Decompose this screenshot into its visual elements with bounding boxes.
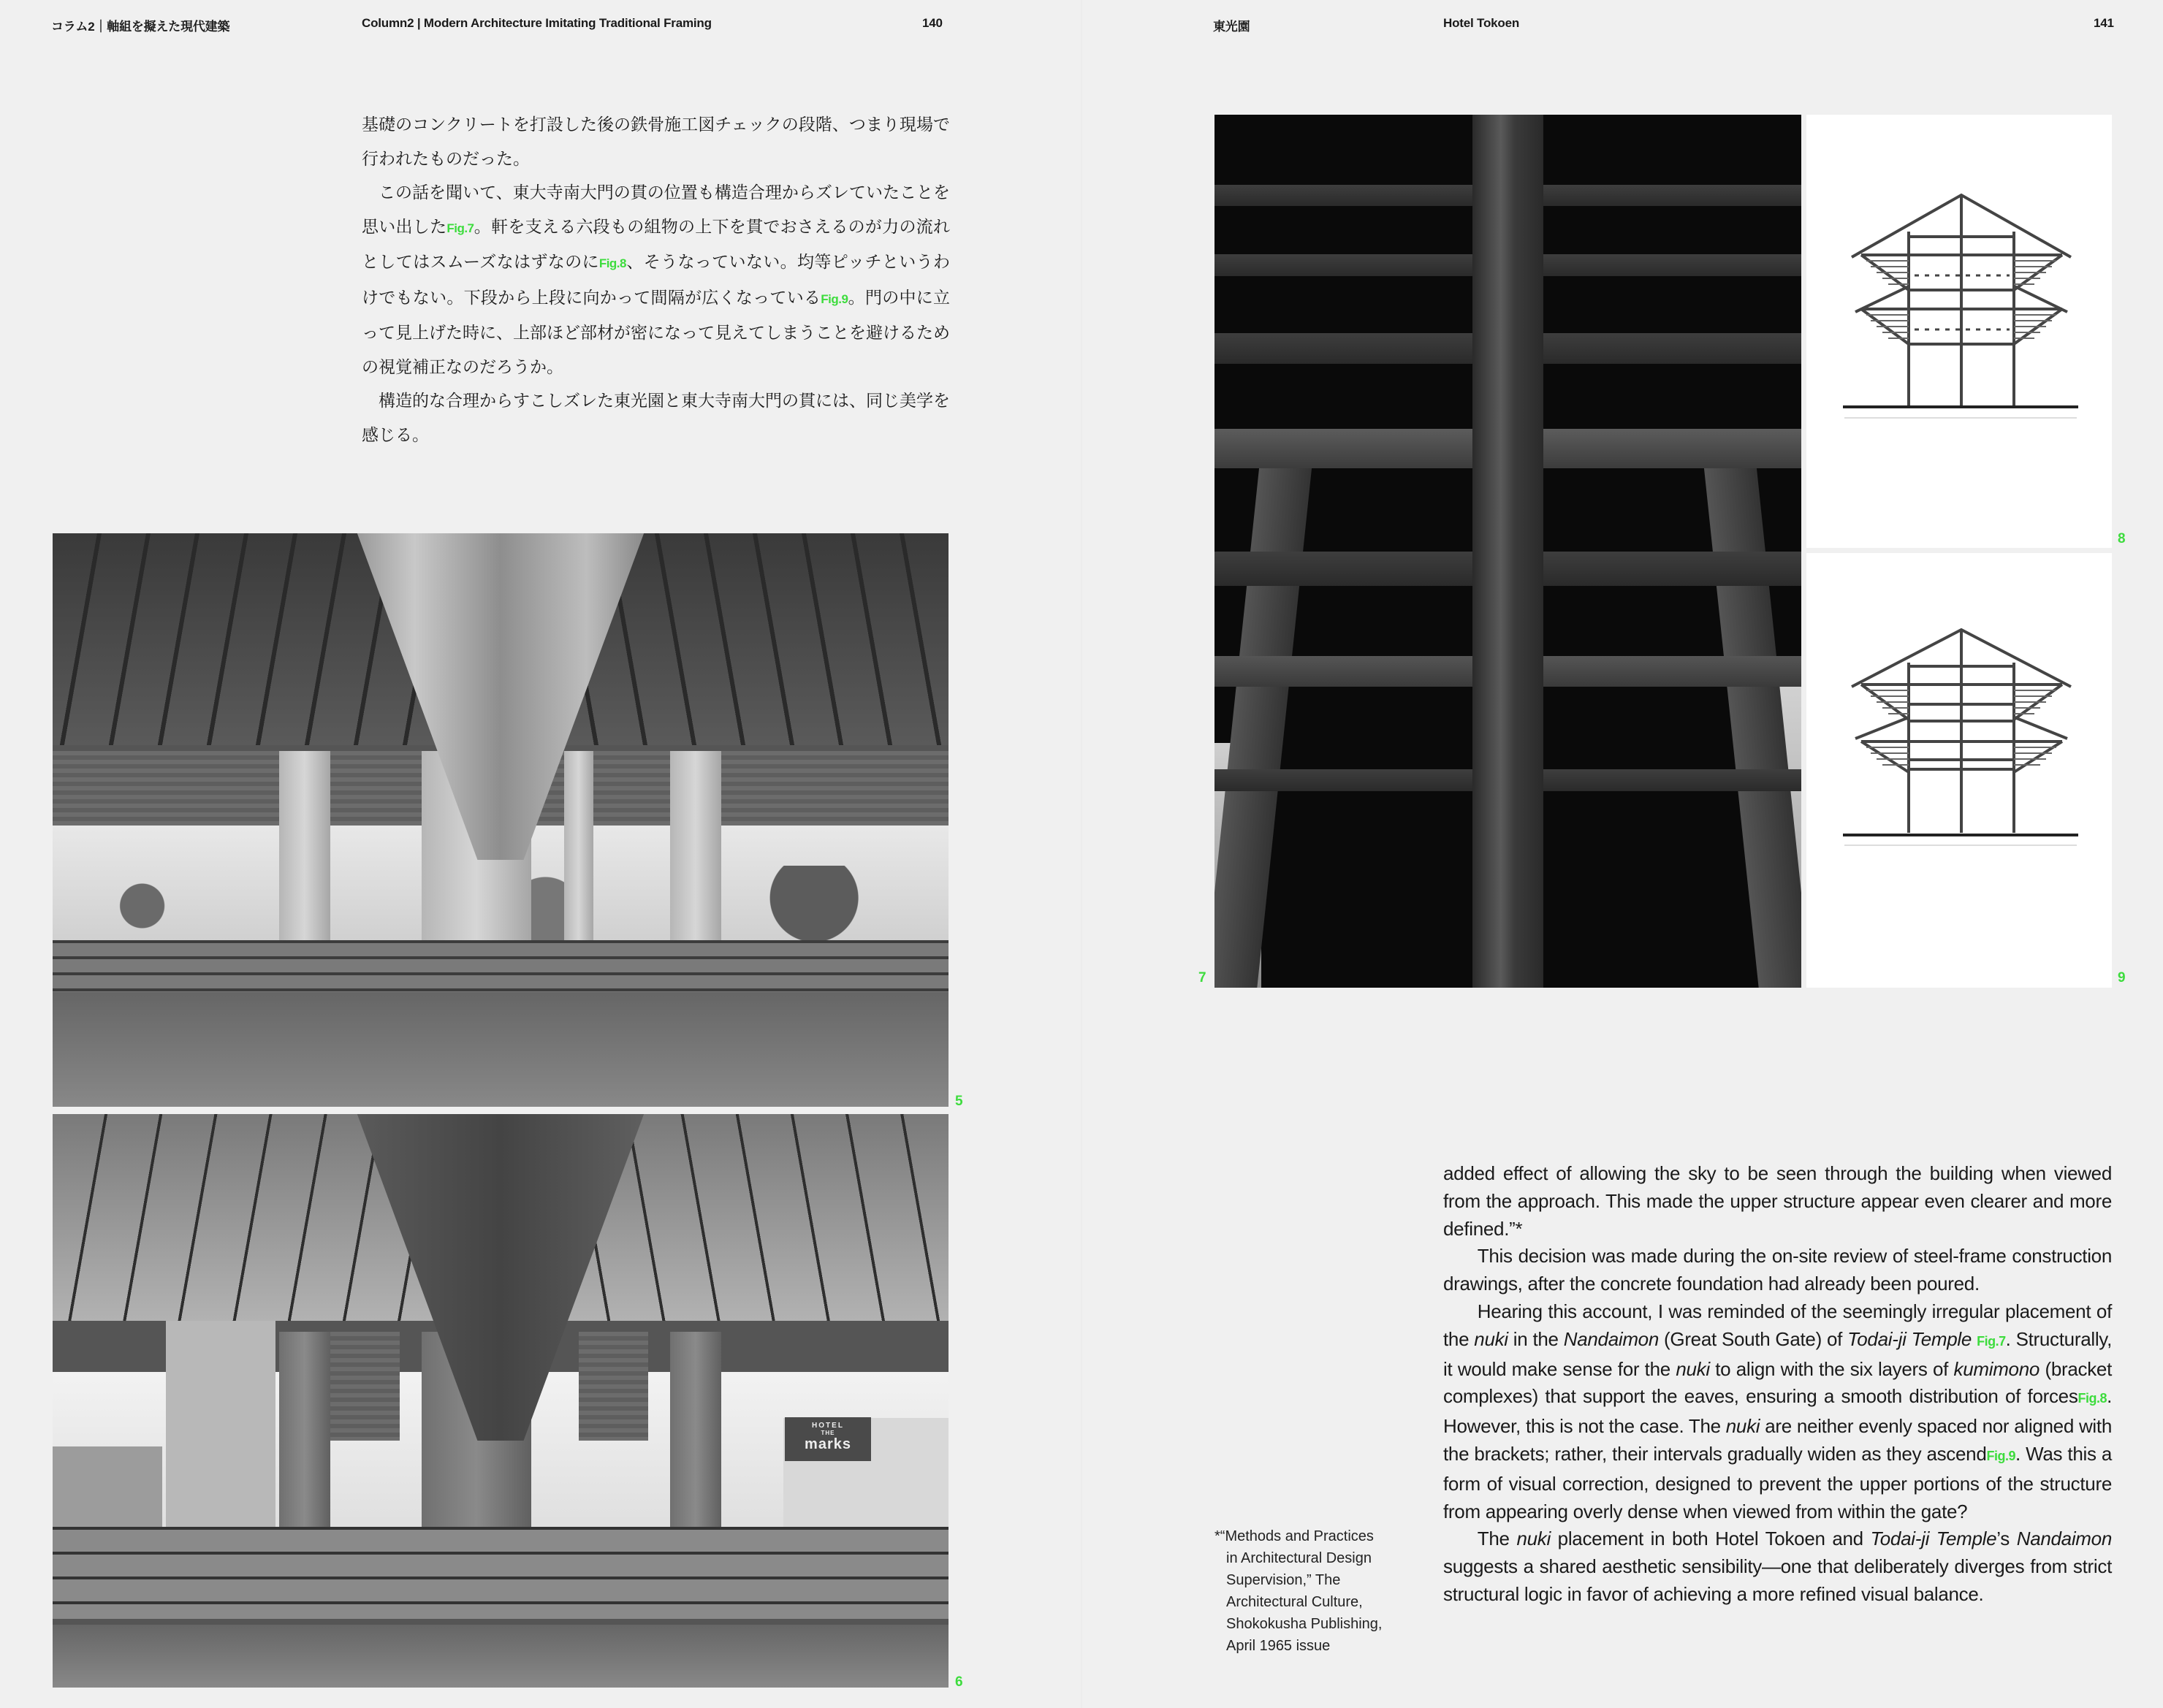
term-italic: nuki	[1474, 1327, 1508, 1350]
figure-reference-link[interactable]: Fig.9	[821, 291, 848, 306]
term-italic: nuki	[1516, 1528, 1551, 1550]
text-run: . Structurally, it would make sense for the	[1443, 1327, 2113, 1380]
text-run: (Great South Gate) of	[1659, 1327, 1848, 1350]
figure-9-section-drawing	[1806, 553, 2112, 988]
paragraph	[1443, 1298, 2112, 1525]
railing	[53, 940, 949, 992]
text-run: in the	[1508, 1327, 1564, 1350]
text-run: placement in both Hotel Tokoen and	[1550, 1528, 1871, 1550]
text-run: suggests a shared aesthetic sensibility—one that deliberately diverges from strict structural logic in favor of achieving a more refined visual balance.	[1443, 1555, 2112, 1605]
figure-number: 8	[2118, 531, 2126, 546]
running-head-section-en: Hotel Tokoen	[1443, 16, 1520, 30]
figure-number: 9	[2118, 970, 2126, 985]
footnote-line: Shokokusha Publishing,	[1226, 1616, 1383, 1632]
term-italic: Nandaimon	[2016, 1528, 2112, 1550]
central-pillar	[1472, 115, 1543, 988]
paragraph: 基礎のコンクリートを打設した後の鉄骨施工図チェックの段階、つまり現場で行われたものだった。	[362, 115, 950, 169]
ground	[53, 1625, 949, 1688]
figure-number: 5	[955, 1094, 963, 1109]
sign-line: HOTEL	[812, 1422, 844, 1430]
paragraph: 構造的な合理からすこしズレた東光園と東大寺南大門の貫には、同じ美学を感じる。	[362, 392, 950, 445]
body-text-en	[1443, 1160, 2112, 1609]
sign-line: marks	[805, 1436, 851, 1452]
text-run: . Was this a form of visual correction, designed to prevent the upper portions of the structure from appearing overly dense when viewed from within the gate?	[1443, 1442, 2112, 1522]
figure-reference-link[interactable]: Fig.9	[1986, 1448, 2015, 1463]
text-run: Hearing this account, I was reminded of the seemingly irregular placement of the	[1443, 1300, 2112, 1350]
text-run: 、そうなっていない。均等ピッチというわけでもない。下段から上段に向かって間隔が広くなっている	[362, 253, 950, 308]
running-head-section-en: Column2 | Modern Architecture Imitating Traditional Framing	[362, 16, 712, 30]
pillar	[1214, 464, 1312, 988]
term-italic: Nandaimon	[1563, 1327, 1660, 1350]
figure-5-photo	[53, 533, 949, 1107]
text-run: . However, this is not the case. The	[1443, 1385, 2112, 1438]
right-page	[1082, 0, 2163, 1708]
section-drawing-icon	[1806, 553, 2112, 988]
nuki-beam	[330, 1332, 400, 1441]
ground	[53, 992, 949, 1107]
page-number: 140	[922, 16, 943, 30]
running-head-section-jp: コラム2｜軸組を擬えた現代建築	[51, 20, 230, 34]
sign-line: THE	[821, 1430, 835, 1436]
text-run: ’s	[1996, 1528, 2017, 1550]
figure-reference-link[interactable]: Fig.7	[446, 221, 474, 235]
text-run: この話を聞いて、東大寺南大門の貫の位置も構造合理からズレていたことを思い出した	[362, 183, 950, 237]
figure-6-photo	[53, 1114, 949, 1688]
text-run: 。軒を支える六段もの組物の上下を貫でおさえるのが力の流れとしてはスムーズなはずなのに	[362, 217, 951, 272]
page-number: 141	[2094, 16, 2114, 30]
figure-number: 7	[1198, 970, 1206, 985]
figure-reference-link[interactable]: Fig.8	[598, 256, 626, 270]
paragraph	[362, 176, 950, 384]
text-run: The	[1477, 1528, 1517, 1550]
term-italic: nuki	[1725, 1415, 1760, 1438]
footnote-line: in Architectural Design	[1226, 1550, 1372, 1566]
term-italic: kumimono	[1953, 1357, 2040, 1380]
term-italic: nuki	[1676, 1357, 1710, 1380]
figure-7-photo	[1214, 115, 1801, 988]
text-run: 。門の中に立って見上げた時に、上部ほど部材が密になって見えてしまうことを避けるための視覚補正なのだろうか。	[362, 288, 951, 377]
figure-number: 6	[955, 1674, 963, 1690]
term-italic: Todai-ji Temple	[1847, 1327, 1972, 1350]
paragraph: added effect of allowing the sky to be seen through the building when viewed from the approach. This made the upper structure appear even clearer and more defined.”*	[1443, 1162, 2112, 1240]
footnote-line: April 1965 issue	[1226, 1638, 1331, 1654]
railing	[53, 1527, 949, 1619]
paragraph: This decision was made during the on-site review of steel-frame construction drawings, after the concrete foundation had already been poured.	[1443, 1245, 2112, 1295]
figure-8-section-drawing	[1806, 115, 2112, 548]
text-run: (bracket complexes) that support the eaves, ensuring a smooth distribution of forces	[1443, 1357, 2112, 1408]
body-text-jp	[362, 108, 950, 452]
paragraph	[1443, 1525, 2112, 1608]
hotel-sign	[785, 1417, 871, 1461]
footnote-line: Supervision,” The	[1226, 1572, 1341, 1588]
text-run: are neither evenly spaced nor aligned with the brackets; rather, their intervals gradually widen as they ascend	[1443, 1415, 2112, 1465]
figure-reference-link[interactable]: Fig.8	[2078, 1391, 2107, 1406]
footnote	[1214, 1525, 1404, 1657]
footnote-line: *“Methods and Practices	[1214, 1528, 1374, 1544]
term-italic: Todai-ji Temple	[1870, 1528, 1997, 1550]
section-drawing-icon	[1806, 115, 2112, 548]
footnote-line: Architectural Culture,	[1226, 1594, 1363, 1610]
text-run: to align with the six layers of	[1709, 1357, 1954, 1380]
running-head-section-jp: 東光園	[1213, 20, 1250, 34]
figure-reference-link[interactable]: Fig.7	[1977, 1333, 2006, 1349]
nuki-beam	[579, 1332, 648, 1441]
